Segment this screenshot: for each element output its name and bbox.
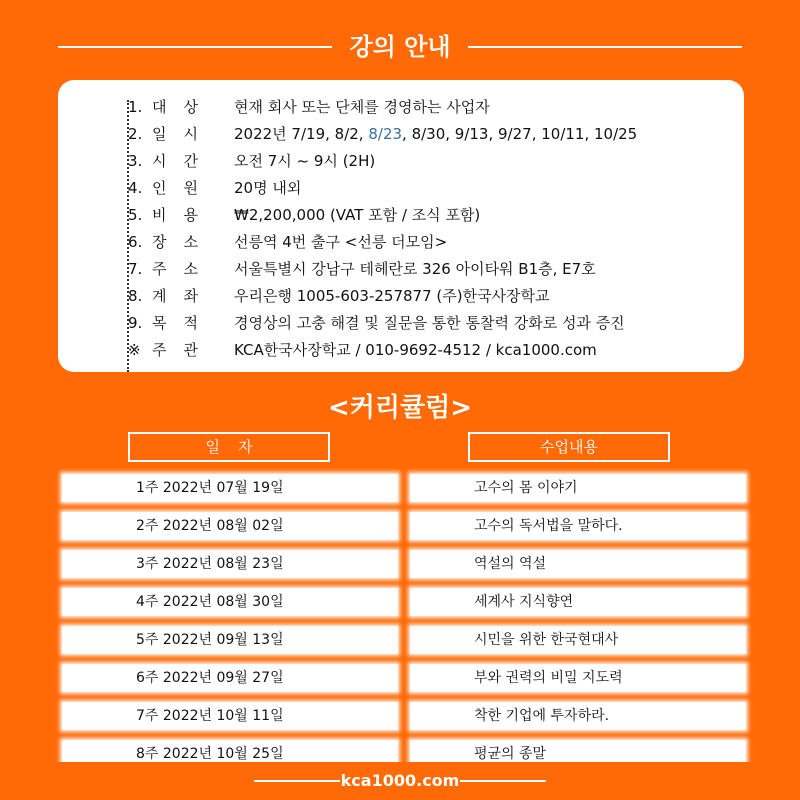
- info-row-time: [128, 148, 728, 174]
- curriculum-topic-cell: 착한 기업에 투자하라.: [410, 702, 746, 730]
- info-number: 3.: [128, 152, 143, 170]
- footer-website[interactable]: kca1000.com: [340, 771, 460, 790]
- info-label: 계좌: [152, 287, 215, 305]
- info-row-address: [128, 256, 728, 282]
- info-row-organizer: [128, 337, 728, 363]
- column-header-topic: 수업내용: [468, 432, 670, 462]
- footer-divider-left: [254, 780, 340, 782]
- curriculum-date-cell: 1주 2022년 07월 19일: [62, 474, 398, 502]
- footer-bar: [0, 762, 800, 800]
- schedule-dates-pre: 2022년 7/19, 8/2,: [234, 125, 369, 143]
- curriculum-date-cell: 2주 2022년 08월 02일: [62, 512, 398, 540]
- info-value: 우리은행 1005-603-257877 (주)한국사장학교: [234, 287, 550, 305]
- info-value: [234, 121, 637, 147]
- curriculum-date-cell: 7주 2022년 10월 11일: [62, 702, 398, 730]
- info-value: 20명 내외: [234, 179, 302, 197]
- info-value: KCA한국사장학교 / 010-9692-4512 / kca1000.com: [234, 341, 597, 359]
- title-divider-left: [58, 46, 332, 48]
- column-header-date: 일자: [128, 432, 330, 462]
- info-value: 선릉역 4번 출구 <선릉 더모임>: [234, 233, 448, 251]
- schedule-dates-post: , 8/30, 9/13, 9/27, 10/11, 10/25: [402, 125, 638, 143]
- info-number: 9.: [128, 314, 143, 332]
- info-row-venue: [128, 229, 728, 255]
- info-row-capacity: [128, 175, 728, 201]
- info-row-cost: [128, 202, 728, 228]
- info-label: 주관: [152, 341, 215, 359]
- curriculum-topic-cell: 시민을 위한 한국현대사: [410, 626, 746, 654]
- curriculum-date-cell: 8주 2022년 10월 25일: [62, 740, 398, 768]
- curriculum-topic-cell: 평균의 종말: [410, 740, 746, 768]
- info-value: 현재 회사 또는 단체를 경영하는 사업자: [234, 98, 490, 116]
- info-number: 2.: [128, 125, 143, 143]
- info-card: [58, 80, 744, 372]
- curriculum-date-cell: 4주 2022년 08월 30일: [62, 588, 398, 616]
- info-row-purpose: [128, 310, 728, 336]
- info-label: 비용: [152, 206, 215, 224]
- info-number: ※: [128, 341, 141, 359]
- info-value: 경영상의 고충 해결 및 질문을 통한 통찰력 강화로 성과 증진: [234, 314, 625, 332]
- info-value: ₩2,200,000 (VAT 포함 / 조식 포함): [234, 206, 481, 224]
- info-label: 인원: [152, 179, 215, 197]
- curriculum-topic-cell: 고수의 독서법을 말하다.: [410, 512, 746, 540]
- curriculum-date-cell: 6주 2022년 09월 27일: [62, 664, 398, 692]
- info-label: 장소: [152, 233, 215, 251]
- info-number: 8.: [128, 287, 143, 305]
- info-label: 시간: [152, 152, 215, 170]
- dotted-guide-line: [127, 100, 129, 372]
- curriculum-topic-cell: 부와 권력의 비밀 지도력: [410, 664, 746, 692]
- info-value: 오전 7시 ~ 9시 (2H): [234, 152, 376, 170]
- info-label: 일시: [152, 125, 215, 143]
- info-number: 6.: [128, 233, 143, 251]
- info-row-account: [128, 283, 728, 309]
- curriculum-title: <커리큘럼>: [327, 393, 473, 423]
- info-label: 주소: [152, 260, 215, 278]
- title-bar: [0, 30, 800, 64]
- curriculum-topic-cell: 고수의 몸 이야기: [410, 474, 746, 502]
- schedule-date-highlight: 8/23: [368, 125, 403, 143]
- info-number: 1.: [128, 98, 143, 116]
- info-row-target: [128, 94, 728, 120]
- info-number: 7.: [128, 260, 143, 278]
- page-title: 강의 안내: [349, 33, 451, 61]
- info-number: 4.: [128, 179, 143, 197]
- footer-divider-right: [460, 780, 546, 782]
- info-row-schedule: [128, 121, 728, 147]
- info-label: 대상: [152, 98, 215, 116]
- title-divider-right: [468, 46, 742, 48]
- info-number: 5.: [128, 206, 143, 224]
- info-value: 서울특별시 강남구 테헤란로 326 아이타워 B1층, E7호: [234, 260, 596, 278]
- info-label: 목적: [152, 314, 215, 332]
- curriculum-topic-cell: 역설의 역설: [410, 550, 746, 578]
- curriculum-date-cell: 3주 2022년 08월 23일: [62, 550, 398, 578]
- curriculum-date-cell: 5주 2022년 09월 13일: [62, 626, 398, 654]
- curriculum-topic-cell: 세계사 지식향연: [410, 588, 746, 616]
